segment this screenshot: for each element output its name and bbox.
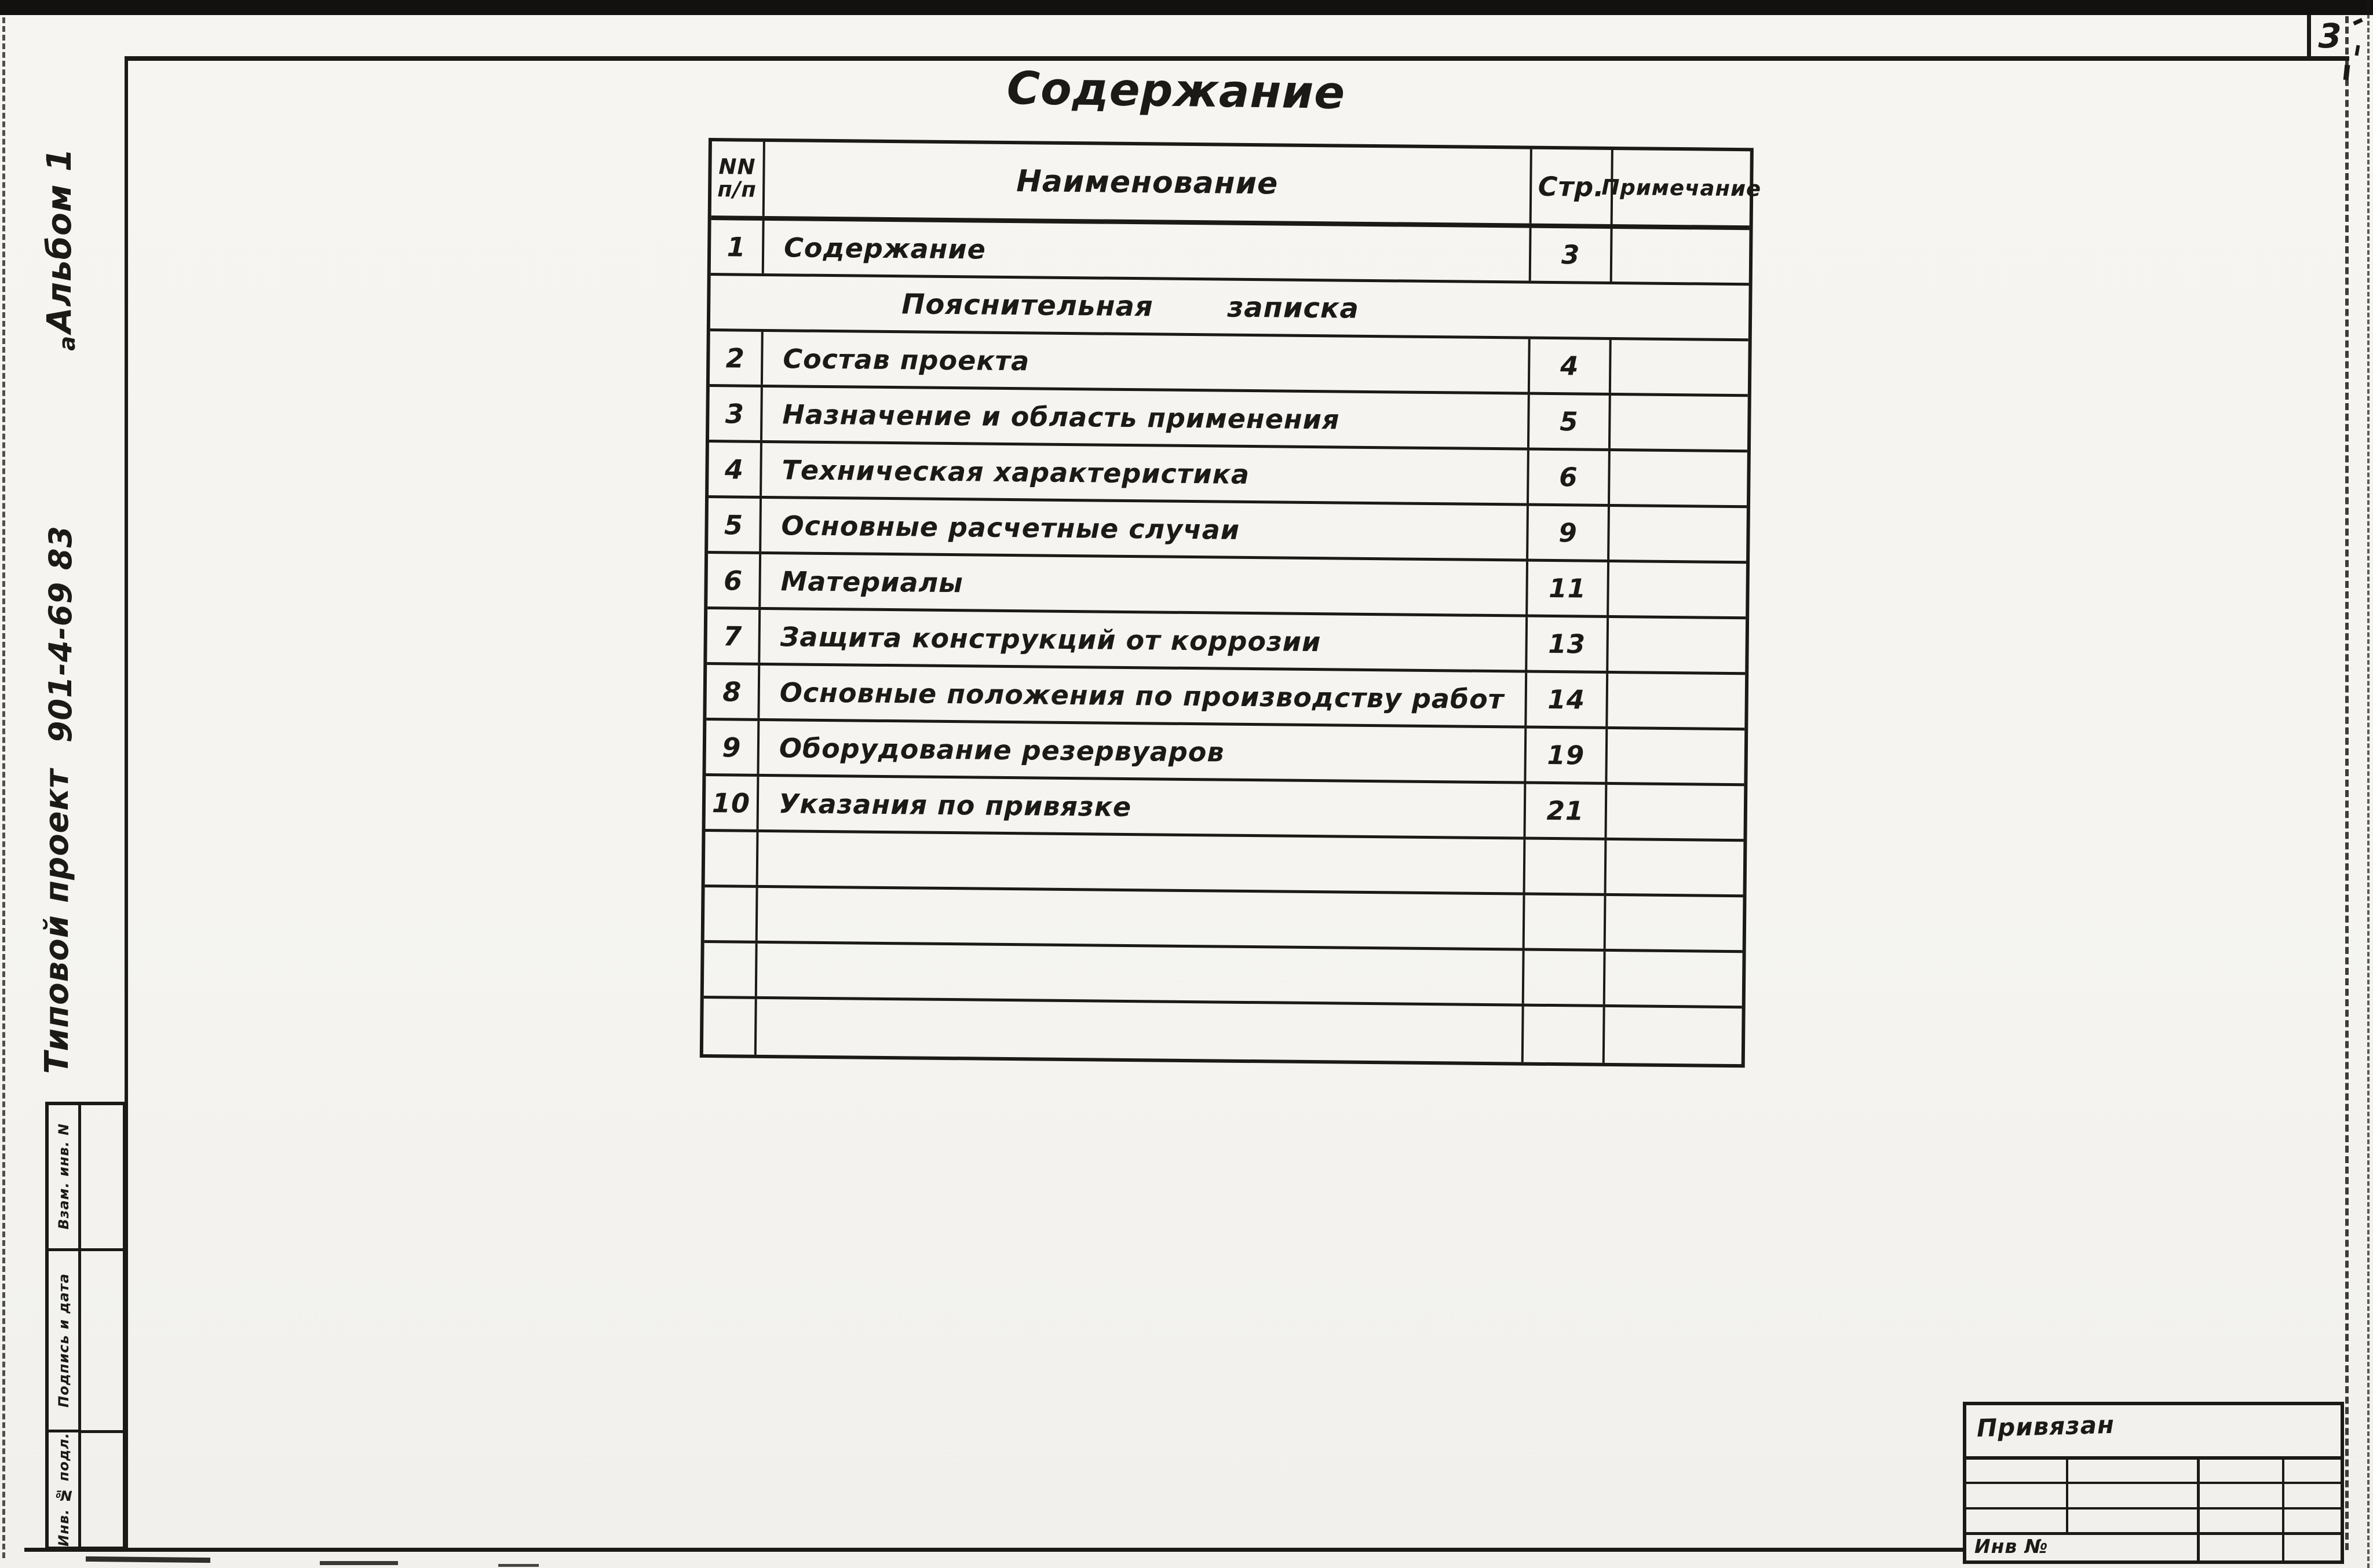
stamp-cell-inv-podl	[49, 1432, 78, 1547]
scan-smudge	[86, 1556, 210, 1563]
margin-mark	[50, 324, 85, 361]
row-page: 9	[1528, 506, 1610, 560]
row-number: 9	[706, 721, 760, 774]
row-note	[1607, 729, 1744, 783]
table-row	[708, 498, 1747, 564]
row-name: Указания по привязке	[759, 777, 1527, 837]
header-note: Примечание	[1601, 174, 1762, 201]
row-page: 3	[1531, 228, 1613, 282]
stamp-grid-line	[1966, 1456, 2341, 1460]
scan-smudge	[320, 1561, 398, 1565]
table-empty-row	[705, 832, 1744, 897]
stamp-label-vzam-inv: Взам. инв. N	[55, 1123, 72, 1230]
empty-cell	[758, 832, 1526, 893]
scan-tick-mark	[2354, 45, 2360, 56]
scan-tick-mark	[2353, 18, 2363, 25]
header-name: Наименование	[765, 142, 1532, 224]
table-header-row	[711, 141, 1762, 230]
empty-cell	[703, 999, 757, 1055]
row-note	[1608, 618, 1746, 672]
empty-cell	[704, 887, 758, 941]
empty-cell	[758, 888, 1525, 948]
empty-cell	[1606, 896, 1743, 950]
row-note	[1609, 507, 1747, 561]
scan-left-edge-line	[2, 17, 5, 1558]
empty-cell	[1605, 1007, 1742, 1064]
empty-cell	[1524, 951, 1606, 1004]
page-title: Содержание	[1006, 62, 1346, 120]
row-number: 10	[706, 776, 760, 829]
stamp-inventory-label: Инв №	[1974, 1535, 2049, 1558]
stamp-strip-fields	[81, 1105, 123, 1547]
row-number: 3	[709, 387, 763, 440]
header-num-line2: п/п	[717, 177, 757, 202]
table-empty-row	[703, 999, 1742, 1064]
scan-top-edge-bar	[0, 0, 2373, 15]
row-page: 4	[1530, 339, 1612, 393]
table-row	[706, 721, 1744, 786]
sheet-number: 3	[2318, 16, 2342, 56]
row-page: 14	[1527, 673, 1608, 726]
empty-cell	[1524, 1007, 1605, 1063]
stamp-field-empty	[81, 1105, 123, 1251]
row-page: 6	[1529, 451, 1611, 504]
row-name: Основные расчетные случаи	[761, 499, 1529, 559]
sheet-number-box	[2307, 15, 2349, 57]
table-empty-row	[704, 943, 1743, 1008]
stamp-grid-line	[2282, 1456, 2284, 1560]
row-note	[1611, 340, 1748, 394]
stamp-strip-labels	[49, 1105, 81, 1547]
scan-smudge	[498, 1564, 539, 1567]
left-stamp-strip	[45, 1102, 126, 1550]
row-page: 19	[1526, 729, 1608, 782]
row-note	[1612, 229, 1750, 283]
row-note	[1610, 451, 1747, 505]
header-num-line1: NN	[718, 154, 756, 180]
section-title: Пояснительная записка	[901, 287, 1360, 325]
row-name: Техническая характеристика	[762, 443, 1529, 503]
row-number: 7	[707, 609, 761, 663]
row-page: 11	[1528, 562, 1609, 615]
stamp-grid-line	[1966, 1482, 2341, 1484]
stamp-label-podpis-data: Подпись и дата	[55, 1273, 72, 1408]
row-page: 13	[1527, 617, 1609, 671]
frame-right-dashed-line	[2345, 16, 2349, 1550]
row-name: Основные положения по производству работ	[760, 666, 1527, 726]
row-number: 4	[709, 443, 762, 496]
stamp-grid-line	[2066, 1456, 2068, 1535]
row-name: Содержание	[764, 221, 1532, 281]
row-number: 6	[707, 554, 761, 607]
table-row	[709, 443, 1747, 508]
scan-ink-blot	[2343, 65, 2350, 81]
header-page: Стр.	[1532, 149, 1613, 224]
row-page: 5	[1529, 395, 1611, 448]
table-section-row	[710, 276, 1749, 341]
table-row	[705, 776, 1744, 842]
table-row	[706, 665, 1745, 730]
row-note	[1607, 785, 1744, 839]
table-row	[710, 331, 1748, 397]
album-label: Альбом 1	[39, 147, 79, 334]
row-name: Материалы	[761, 554, 1528, 615]
stamp-cell-podpis-data	[49, 1251, 78, 1433]
row-name: Защита конструкций от коррозии	[760, 610, 1528, 670]
margin-mark-glyph: a	[54, 335, 80, 351]
stamp-field-empty	[81, 1251, 123, 1433]
binding-stamp-title: Привязан	[1976, 1410, 2115, 1443]
empty-cell	[757, 944, 1525, 1004]
row-note	[1608, 674, 1745, 728]
project-type-label: Типовой проект	[38, 768, 76, 1074]
row-note	[1611, 396, 1748, 449]
empty-cell	[1607, 840, 1744, 894]
stamp-grid-line	[2197, 1456, 2200, 1560]
contents-table	[700, 138, 1762, 1068]
row-name: Оборудование резервуаров	[759, 721, 1527, 781]
row-number: 5	[708, 498, 762, 551]
row-number: 1	[711, 220, 765, 273]
stamp-label-inv-podl: Инв. № подл.	[55, 1432, 72, 1547]
table-row	[707, 609, 1746, 675]
stamp-cell-vzam-inv	[49, 1105, 78, 1251]
binding-stamp	[1963, 1402, 2344, 1564]
row-name: Состав проекта	[763, 332, 1531, 392]
project-code-box	[30, 525, 90, 743]
row-note	[1609, 562, 1746, 616]
project-code: 901-4-69 83	[42, 525, 79, 743]
empty-cell	[1525, 896, 1607, 949]
empty-cell	[757, 999, 1524, 1062]
header-num	[711, 141, 765, 216]
empty-cell	[705, 832, 759, 885]
table-row	[707, 554, 1746, 619]
stamp-grid-line	[1966, 1507, 2341, 1509]
frame-top-line	[125, 56, 2349, 61]
table-row	[711, 220, 1750, 286]
empty-cell	[1605, 952, 1743, 1006]
empty-cell	[704, 943, 758, 996]
table-empty-row	[704, 887, 1743, 953]
album-label-box	[29, 148, 89, 333]
row-number: 8	[706, 665, 760, 718]
frame-bottom-line	[24, 1548, 1965, 1552]
row-number: 2	[710, 331, 764, 385]
scan-right-edge-line	[2367, 0, 2370, 1568]
table-row	[709, 387, 1748, 452]
empty-cell	[1525, 840, 1607, 893]
row-name: Назначение и область применения	[762, 388, 1530, 448]
project-type-box	[27, 747, 87, 1095]
row-page: 21	[1525, 784, 1607, 838]
stamp-field-empty	[81, 1433, 123, 1547]
